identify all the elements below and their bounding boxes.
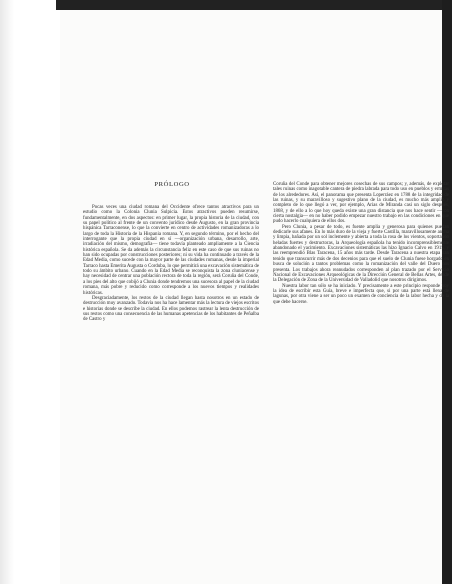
- top-dark-border: [56, 0, 452, 10]
- page-heading: PRÓLOGO: [154, 181, 190, 188]
- right-text-column: [273, 182, 449, 305]
- left-text-column: [83, 205, 259, 323]
- paragraph: Desgraciadamente, los restos de la ciudad llegan hasta nosotros en un estado de destrucción muy avanzado. Todavía nos ha hace lamentar más la lectura de viejos escritos e historias donde se describe la ciudad. En ellos podemos rastrear la lenta destrucción de sus restos como una consecuencia de las humanas apetencias de los habitantes de Peñalba de Castro y: [83, 295, 259, 323]
- paragraph: Nuestra labor tan sólo se ha iniciado. Y precisamente a este principio responde hoy la idea de escribir esta Guía, breve e imperfecta que, si por una parte está llena de lagunas, por otra viene a ser un poco un examen de conciencia de la labor hecha y de la que debe hacerse.: [273, 283, 449, 305]
- paragraph: Coruña del Conde para obtener mejores cosechas de sus campos; y, además, de explotar tales ruinas como inagotable cantera de piedra labrada para todo uso en pueblos y ermitas de los alrededores. Así, el panorama que presenta Loperráez en 1788 de la integridad de las ruinas, y su maravilloso y sugestivo plano de la ciudad, es mucho más amplio y completo de lo que llegó a ver, por ejemplo, Arias de Miranda casi un siglo después, 1868, y de ello a lo que hoy queda existe una gran distancia que nos hace sentir —con cierta nostalgia— en no haber podido empezar nuestro trabajo en las condiciones en que pudo hacerlo cualquiera de ellos dos.: [273, 182, 449, 225]
- left-margin-shadow: [0, 0, 14, 584]
- paragraph: Pero Clunia, a pesar de todo, es fuente amplia y generosa para quienes puedan dedicarle sus afanes. En lo más duro de la vieja y fuerte Castilla, maravillosamente ancha y limpia, bañada por un sol inclemente y abierta a toda la rosa de los vientos, soportando heladas fuertes y destructoras, la Arqueología española ha tenido incomprensiblemente abandonado el yacimiento. Excavaciones sistemáticas las hizo Ignacio Calvo en 1915, y las reemprendió Blas Taracena, 15 años más tarde. Desde Taracena a nuestra etapa han tenido que transcurrir más de dos decenios para que el suelo de Clunia fuese horgado en busca de solución a tantos problemas como la romanización del valle del Duero nos presenta. Los trabajos ahora reanudados corresponden al plan trazado por el Servicio Nacional de Excavaciones Arqueológicas de la Dirección General de Bellas Artes, desde la Delegación de Zona de la Universidad de Valladolid que nosotros dirigimos.: [273, 224, 449, 284]
- paragraph: Pocas veces una ciudad romana del Occidente ofrece tantos atractivos para un estudio como la Colonia Clunia Sulpicia. Estos atractivos pueden resumirse, fundamentalmente, en dos aspectos: en primer lugar, la propia historia de la ciudad, con su papel político al frente de un convento jurídico desde Augusto, en la gran provincia hispánica Tarraconense, lo que la convierte en centro de actividades romanizadoras a lo largo de toda la Historia de la Hispania romana. Y, en segundo término, por el hecho del interrogante que la propia ciudad en sí —organización urbana, desarrollo, arte, irradiación del mismo, demografía— tiene todavía planteado ampliamente a la Ciencia histórica española. Se da además la circunstancia feliz en este caso de que sus ruinas no han sido ocupadas por construcciones posteriores; ni su vida ha continuado a través de la Edad Media, como sucede con la mayor parte de las ciudades romanas, desde la imperial Tarraco hasta Emerita Augusta o Corduba, lo que permitirá una excavación sistemática de todo su ámbito urbano. Cuando en la Edad Media se reconquista la zona cluniacense y hay necesidad de centrar una población rectora de toda la región, será Coruña del Conde, a los pies del alto que cobijó a Clunia donde tendremos una sucesora al papel de la ciudad romana, más pobre y reducido como corresponde a los nuevos tiempos y realidades históricas.: [83, 205, 259, 296]
